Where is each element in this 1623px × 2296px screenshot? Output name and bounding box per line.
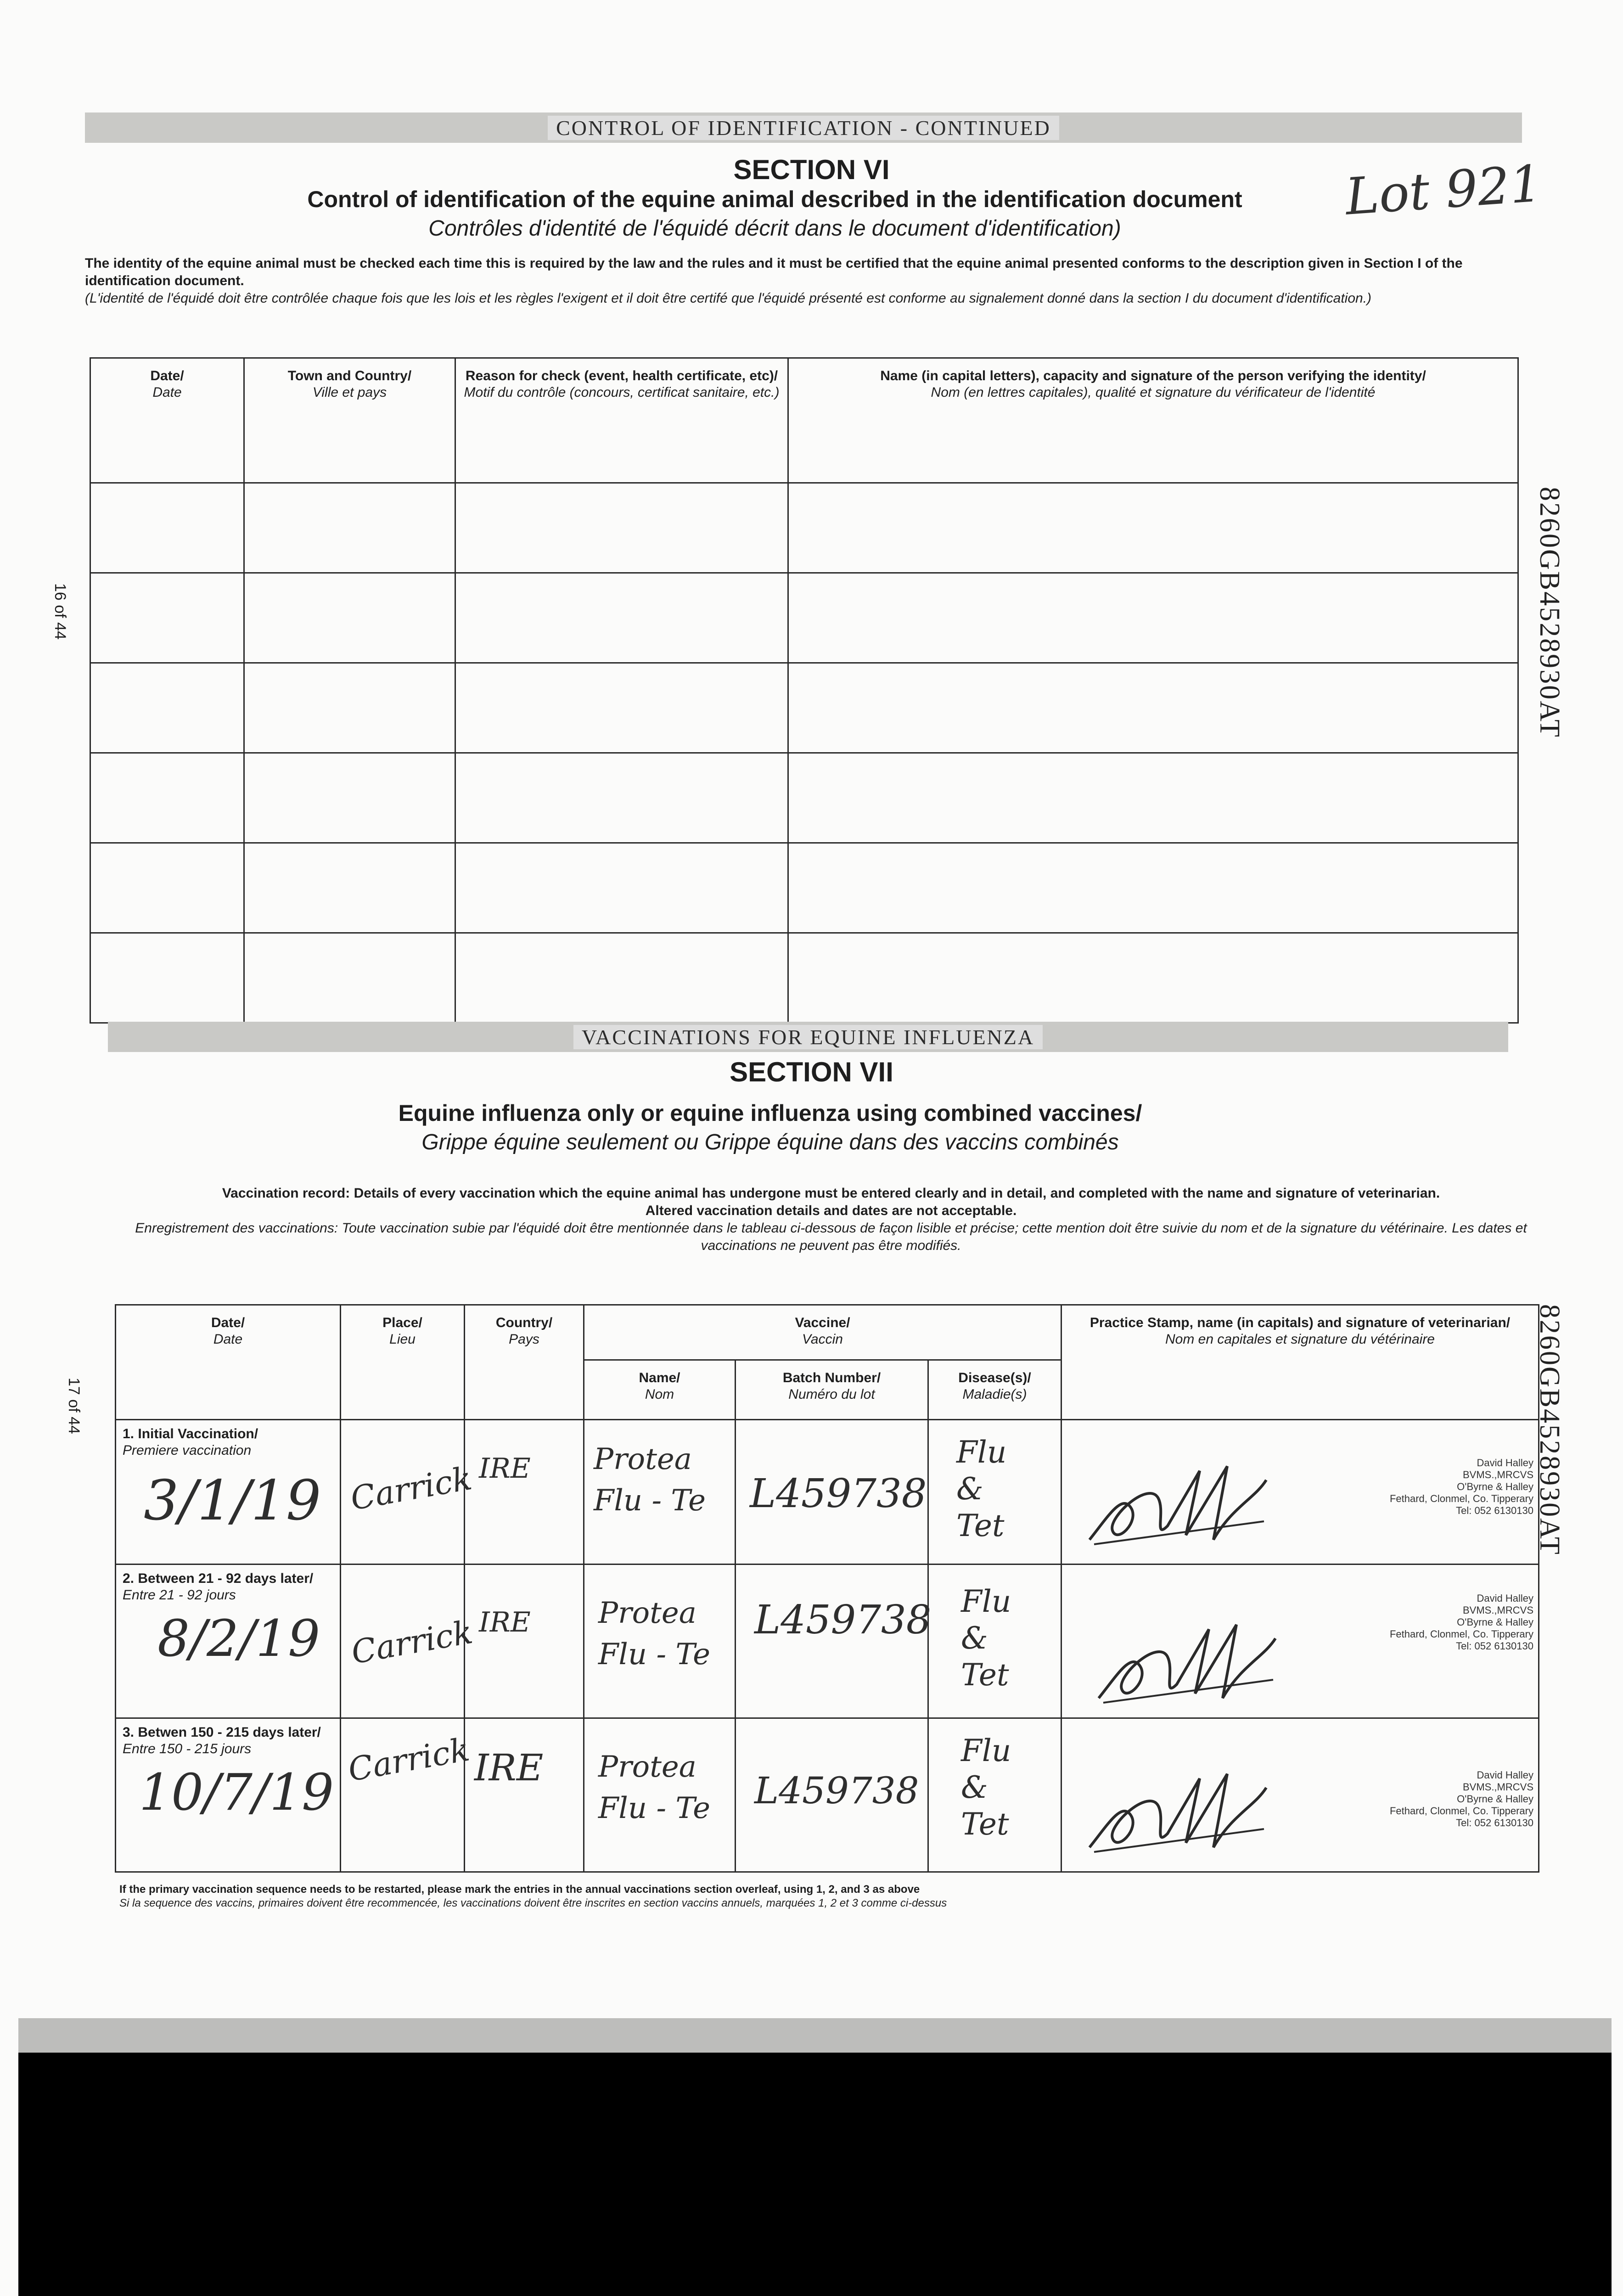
vaccinations-banner-text: VACCINATIONS FOR EQUINE INFLUENZA [573,1025,1043,1049]
vaccination-record-note [122,1185,1540,1255]
vet-signature [1080,1760,1273,1861]
disease-cell[interactable]: Flu & Tet [928,1564,1061,1718]
batch-cell[interactable]: L459738 [736,1564,928,1718]
date-cell[interactable]: 2. Between 21 - 92 days later/ Entre 21 - 92 jours 8/2/19 [116,1564,341,1718]
vaccination-date: 10/7/19 [139,1763,334,1822]
cell[interactable] [90,573,244,663]
col-vaccine: Vaccine/ Vaccin [584,1305,1061,1360]
cell[interactable] [788,663,1518,753]
col-country: Country/ Pays [465,1305,584,1420]
record-label: Vaccination record: [222,1186,350,1201]
record-fr: Toute vaccination subie par l'équidé doit être mentionnée dans le tableau ci-dessous de façon lisible et précise; cette mention doit être suivie du nom et de la signature du vétérinaire. Les dates et vaccinations ne peuvent pas être modifiés. [342,1221,1527,1253]
disease-cell[interactable]: Flu & Tet [928,1420,1061,1564]
footnote-fr: Si la sequence des vaccins, primaires doivent être recommencée, les vaccinations doivent être inscrites en section vaccins annuels, marquées 1, 2 et 3 comme ci-dessus [119,1897,947,1909]
cell[interactable] [788,843,1518,933]
cell[interactable] [244,843,455,933]
side-id-top: 8260GB4528930AT [1534,487,1565,738]
date-cell[interactable]: 3. Betwen 150 - 215 days later/ Entre 150 - 215 jours 10/7/19 [116,1718,341,1872]
vaccination-date: 3/1/19 [144,1469,321,1533]
cell[interactable] [788,753,1518,843]
vet-stamp: David Halley BVMS.,MRCVS O'Byrne & Halley Fethard, Clonmel, Co. Tipperary Tel: 052 6130130 [1389,1457,1533,1516]
col-disease: Disease(s)/ Maladie(s) [928,1360,1061,1420]
scan-edge-strip [18,2018,1612,2053]
col-batch: Batch Number/ Numéro du lot [736,1360,928,1420]
col-verifier: Name (in capital letters), capacity and signature of the person verifying the identity/ Nom (en lettres capitales), qualité et signature du vérificateur de l'identité [788,358,1518,483]
country-cell[interactable]: IRE [465,1420,584,1564]
record-fr-label: Enregistrement des vaccinations: [135,1221,338,1236]
handwritten-lot-number: Lot 921 [1343,154,1544,226]
cell[interactable] [455,933,788,1023]
section-vi-title: SECTION VI [733,154,890,185]
cell[interactable] [90,483,244,573]
table-row [90,753,1518,843]
vaccination-table [115,1304,1539,1873]
batch-cell[interactable]: L459738 [736,1420,928,1564]
place-cell[interactable]: Carrick [341,1420,465,1564]
control-identification-banner [85,113,1522,143]
cell[interactable] [90,843,244,933]
col-date: Date/ Date [90,358,244,483]
vaccine-name-cell[interactable]: Protea Flu - Te [584,1718,736,1872]
table-row [90,663,1518,753]
section-vi-note-en: The identity of the equine animal must be checked each time this is required by the law and the rules and it must be certified that the equine animal presented conforms to the description given in Section I of the identification document. [85,256,1463,288]
disease-cell[interactable]: Flu & Tet [928,1718,1061,1872]
section-vii-title: SECTION VII [730,1057,893,1087]
cell[interactable] [244,933,455,1023]
cell[interactable] [90,753,244,843]
footnote-en: If the primary vaccination sequence needs to be restarted, please mark the entries in the annual vaccinations section overleaf, using 1, 2, and 3 as above [119,1883,920,1896]
table-row [90,843,1518,933]
country-cell[interactable]: IRE [465,1718,584,1872]
section-vi-note-fr: (L'identité de l'équidé doit être contrôlée chaque fois que les lois et les règles l'exigent et il doit être certifé que l'équidé présenté est conforme au signalement donné dans la section I du document d'identification.) [85,291,1372,306]
section-vi-heading-fr: Contrôles d'identité de l'équidé décrit dans le document d'identification) [428,216,1121,241]
cell[interactable] [455,663,788,753]
page-number-bottom: 17 of 44 [65,1378,83,1434]
section-vii-heading-fr: Grippe équine seulement ou Grippe équine dans des vaccins combinés [421,1130,1119,1154]
section-vi-heading: Control of identification of the equine animal described in the identification document [307,186,1242,212]
identity-check-table [90,357,1519,1024]
col-town-country: Town and Country/ Ville et pays [244,358,455,483]
record-en: Details of every vaccination which the equine animal has undergone must be entered clearly and in detail, and completed with the name and signature of veterinarian. [354,1186,1440,1201]
stamp-cell[interactable] [1061,1718,1539,1872]
vet-signature [1089,1611,1282,1712]
cell[interactable] [455,753,788,843]
vet-stamp: David Halley BVMS.,MRCVS O'Byrne & Halley Fethard, Clonmel, Co. Tipperary Tel: 052 6130130 [1389,1593,1533,1652]
cell[interactable] [788,483,1518,573]
vaccination-row-2 [116,1564,1539,1718]
cell[interactable] [788,933,1518,1023]
col-stamp: Practice Stamp, name (in capitals) and signature of veterinarian/ Nom en capitales et signature du vétérinaire [1061,1305,1539,1420]
vaccinations-banner [108,1022,1508,1052]
col-reason: Reason for check (event, health certificate, etc)/ Motif du contrôle (concours, certificat sanitaire, etc.) [455,358,788,483]
vaccination-row-3 [116,1718,1539,1872]
vet-signature [1080,1452,1273,1553]
table-row [90,573,1518,663]
stamp-cell[interactable] [1061,1564,1539,1718]
cell[interactable] [455,843,788,933]
cell[interactable] [90,663,244,753]
vaccination-date: 8/2/19 [157,1609,320,1668]
record-en2: Altered vaccination details and dates are not acceptable. [645,1203,1017,1218]
table-row [90,483,1518,573]
vaccination-footnote [119,1883,1543,1910]
vaccination-row-1 [116,1420,1539,1564]
stamp-cell[interactable] [1061,1420,1539,1564]
table-row [90,933,1518,1023]
side-id-bottom: 8260GB4528930AT [1534,1304,1565,1556]
vaccine-name-cell[interactable]: Protea Flu - Te [584,1564,736,1718]
place-cell[interactable]: Carrick [341,1564,465,1718]
cell[interactable] [244,483,455,573]
date-cell[interactable]: 1. Initial Vaccination/ Premiere vaccination 3/1/19 [116,1420,341,1564]
col-place: Place/ Lieu [341,1305,465,1420]
banner-text: CONTROL OF IDENTIFICATION - CONTINUED [548,116,1059,140]
col-vaccine-name: Name/ Nom [584,1360,736,1420]
scanner-black-area [18,2053,1612,2296]
cell[interactable] [90,933,244,1023]
page-number-top: 16 of 44 [51,583,69,640]
country-cell[interactable]: IRE [465,1564,584,1718]
col-date: Date/ Date [116,1305,341,1420]
batch-cell[interactable]: L459738 [736,1718,928,1872]
vaccine-name-cell[interactable]: Protea Flu - Te [584,1420,736,1564]
section-vi-note [85,255,1494,307]
section-vii-heading: Equine influenza only or equine influenza using combined vaccines/ [398,1100,1142,1126]
cell[interactable] [244,663,455,753]
cell[interactable] [455,483,788,573]
cell[interactable] [455,573,788,663]
place-cell[interactable]: Carrick [341,1718,465,1872]
cell[interactable] [244,753,455,843]
cell[interactable] [788,573,1518,663]
vet-stamp: David Halley BVMS.,MRCVS O'Byrne & Halley Fethard, Clonmel, Co. Tipperary Tel: 052 6130130 [1389,1769,1533,1829]
cell[interactable] [244,573,455,663]
